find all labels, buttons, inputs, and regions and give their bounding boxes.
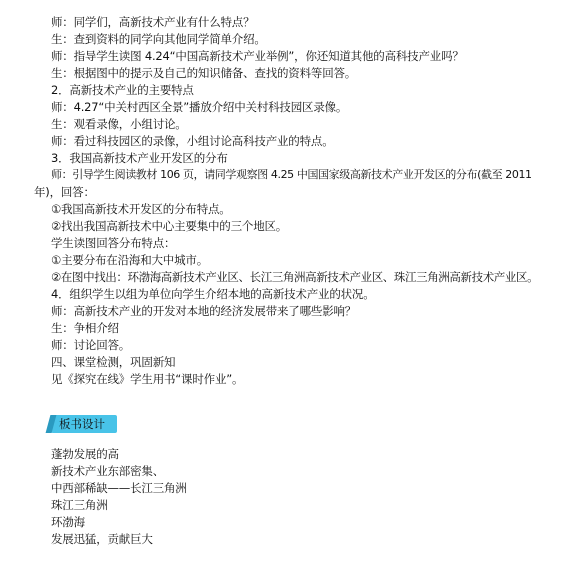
board-line-2: 新技术产业东部密集、 [51, 464, 164, 478]
text-line-16: ②在图中找出：环渤海高新技术产业区、长江三角洲高新技术产业区、珠江三角洲高新技术产业区。 [51, 270, 539, 284]
board-line-3: 中西部稀缺——长江三角洲 [51, 481, 187, 495]
text-line-7: 生：观看录像，小组讨论。 [51, 117, 187, 131]
text-line-22: 见《探究在线》学生用书“课时作业”。 [51, 372, 244, 386]
text-line-6: 师：4.27“中关村西区全景”播放介绍中关村科技园区录像。 [51, 100, 348, 114]
board-line-5: 环渤海 [51, 515, 85, 529]
text-line-12: ①我国高新技术开发区的分布特点。 [51, 202, 231, 216]
section-heading-3: 3．我国高新技术产业开发区的分布 [51, 151, 228, 165]
section-heading-2: 2．高新技术产业的主要特点 [51, 83, 194, 97]
text-line-15: ①主要分布在沿海和大中城市。 [51, 253, 209, 267]
board-design-badge [51, 415, 117, 433]
board-line-6: 发展迅猛，贡献巨大 [51, 532, 153, 546]
text-line-19: 生：争相介绍 [51, 321, 119, 335]
text-line-4: 生：根据图中的提示及自己的知识储备、查找的资料等回答。 [51, 66, 357, 80]
text-line-3: 师：指导学生读图 4.24“中国高新技术产业举例”，你还知道其他的高科技产业吗？ [51, 49, 464, 63]
text-line-18: 师：高新技术产业的开发对本地的经济发展带来了哪些影响？ [51, 304, 357, 318]
board-line-1: 蓬勃发展的高 [51, 447, 119, 461]
text-line-8: 师：看过科技园区的录像，小组讨论高科技产业的特点。 [51, 134, 334, 148]
section-heading-four: 四、课堂检测，巩固新知 [51, 355, 176, 369]
board-design-label: 板书设计 [59, 417, 105, 431]
text-line-14: 学生读图回答分布特点： [51, 236, 176, 250]
text-line-20: 师：讨论回答。 [51, 338, 131, 352]
text-line-1: 师：同学们，高新技术产业有什么特点？ [51, 15, 255, 29]
board-line-4: 珠江三角洲 [51, 498, 108, 512]
text-line-11: 年)，回答： [34, 185, 95, 199]
text-line-2: 生：查到资料的同学向其他同学简单介绍。 [51, 32, 266, 46]
text-line-13: ②找出我国高新技术中心主要集中的三个地区。 [51, 219, 288, 233]
section-heading-4: 4．组织学生以组为单位向学生介绍本地的高新技术产业的状况。 [51, 287, 375, 301]
text-line-10: 师：引导学生阅读教材 106 页，请同学观察图 4.25 中国国家级高新技术产业开发区的分布(截至 2011 [51, 168, 532, 181]
